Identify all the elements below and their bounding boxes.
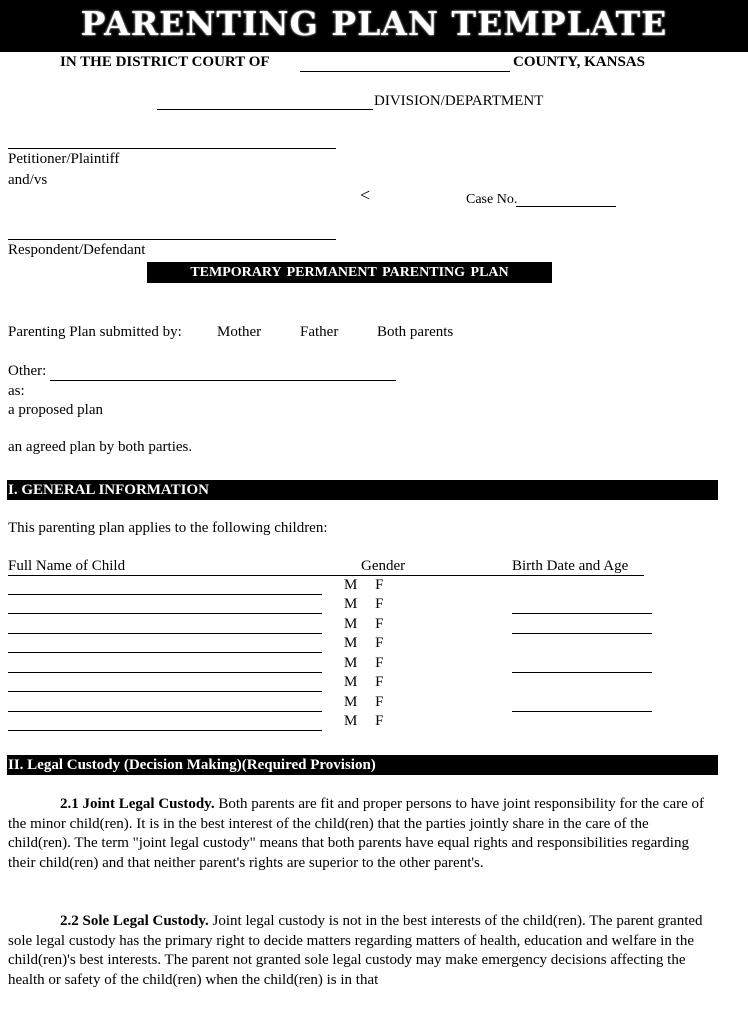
respondent-label: Respondent/Defendant bbox=[8, 242, 146, 258]
option-mother[interactable]: Mother bbox=[217, 324, 262, 340]
birth-date-blank[interactable] bbox=[512, 633, 652, 634]
sole-legal-custody-title: 2.2 Sole Legal Custody. bbox=[60, 913, 209, 929]
child-name-blank[interactable] bbox=[8, 633, 322, 634]
plan-type-banner: TEMPORARY PERMANENT PARENTING PLAN bbox=[147, 262, 552, 283]
option-proposed-plan[interactable]: a proposed plan bbox=[8, 402, 103, 418]
court-suffix: COUNTY, KANSAS bbox=[513, 54, 645, 70]
child-name-blank[interactable] bbox=[8, 711, 322, 712]
birth-date-blank[interactable] bbox=[512, 711, 652, 712]
col-birth-date: Birth Date and Age bbox=[512, 558, 629, 574]
sole-legal-custody-paragraph bbox=[8, 912, 714, 990]
gender-option[interactable]: M F bbox=[344, 674, 384, 690]
birth-date-blank[interactable] bbox=[512, 613, 652, 614]
sole-legal-custody-body: Joint legal custody is not in the best interests of the child(ren). The parent granted sole legal custody has the primary right to decide matters regarding matters of health, education and welfare in the child(ren)'s best interests. The parent not granted sole legal custody may make emergency decisions affecting the health or safety of the child(ren) when the child(ren) is in that bbox=[8, 913, 703, 988]
court-prefix: IN THE DISTRICT COURT OF bbox=[60, 54, 270, 70]
joint-legal-custody-title: 2.1 Joint Legal Custody. bbox=[60, 796, 215, 812]
child-name-blank[interactable] bbox=[8, 691, 322, 692]
submitted-by-label: Parenting Plan submitted by: bbox=[8, 324, 182, 340]
and-vs-label: and/vs bbox=[8, 172, 48, 188]
division-blank[interactable] bbox=[157, 109, 373, 110]
children-intro: This parenting plan applies to the following children: bbox=[8, 520, 328, 536]
gender-option[interactable]: M F bbox=[344, 655, 384, 671]
child-name-blank[interactable] bbox=[8, 730, 322, 731]
petitioner-blank[interactable] bbox=[8, 148, 336, 149]
county-blank[interactable] bbox=[300, 71, 510, 72]
other-label: Other: bbox=[8, 363, 47, 379]
document-title: PARENTING PLAN TEMPLATE bbox=[80, 4, 668, 43]
case-number-blank[interactable] bbox=[516, 206, 616, 207]
joint-legal-custody-paragraph bbox=[8, 795, 714, 873]
child-name-blank[interactable] bbox=[8, 652, 322, 653]
option-both-parents[interactable]: Both parents bbox=[377, 324, 454, 340]
col-gender: Gender bbox=[361, 558, 406, 574]
joint-legal-custody-body: Both parents are fit and proper persons to have joint responsibility for the care of the minor child(ren). It is in the best interest of the child(ren) that the parties jointly share in the care of the child(ren). The term "joint legal custody" means that both parents have equal rights and responsibilities regarding their child(ren) and that neither parent's rights are superior to the other parent's. bbox=[8, 796, 705, 871]
child-name-blank[interactable] bbox=[8, 613, 322, 614]
other-blank[interactable] bbox=[50, 380, 396, 381]
option-agreed-plan[interactable]: an agreed plan by both parties. bbox=[8, 439, 193, 455]
gender-option[interactable]: M F bbox=[344, 635, 384, 651]
case-number-label: Case No. bbox=[466, 192, 518, 207]
respondent-blank[interactable] bbox=[8, 239, 336, 240]
gender-option[interactable]: M F bbox=[344, 694, 384, 710]
gender-option[interactable]: M F bbox=[344, 577, 384, 593]
as-label: as: bbox=[8, 383, 25, 399]
gender-option[interactable]: M F bbox=[344, 596, 384, 612]
division-label: DIVISION/DEPARTMENT bbox=[374, 93, 544, 109]
child-name-blank[interactable] bbox=[8, 672, 322, 673]
birth-date-blank[interactable] bbox=[512, 672, 652, 673]
bracket-symbol: < bbox=[360, 185, 371, 205]
option-father[interactable]: Father bbox=[300, 324, 339, 340]
section-legal-custody: II. Legal Custody (Decision Making)(Required Provision) bbox=[7, 755, 718, 775]
col-child-name: Full Name of Child bbox=[8, 558, 126, 574]
section-general-information: I. GENERAL INFORMATION bbox=[7, 480, 718, 500]
petitioner-label: Petitioner/Plaintiff bbox=[8, 151, 120, 167]
child-name-blank[interactable] bbox=[8, 594, 322, 595]
gender-option[interactable]: M F bbox=[344, 713, 384, 729]
gender-option[interactable]: M F bbox=[344, 616, 384, 632]
table-header-rule bbox=[8, 575, 644, 576]
